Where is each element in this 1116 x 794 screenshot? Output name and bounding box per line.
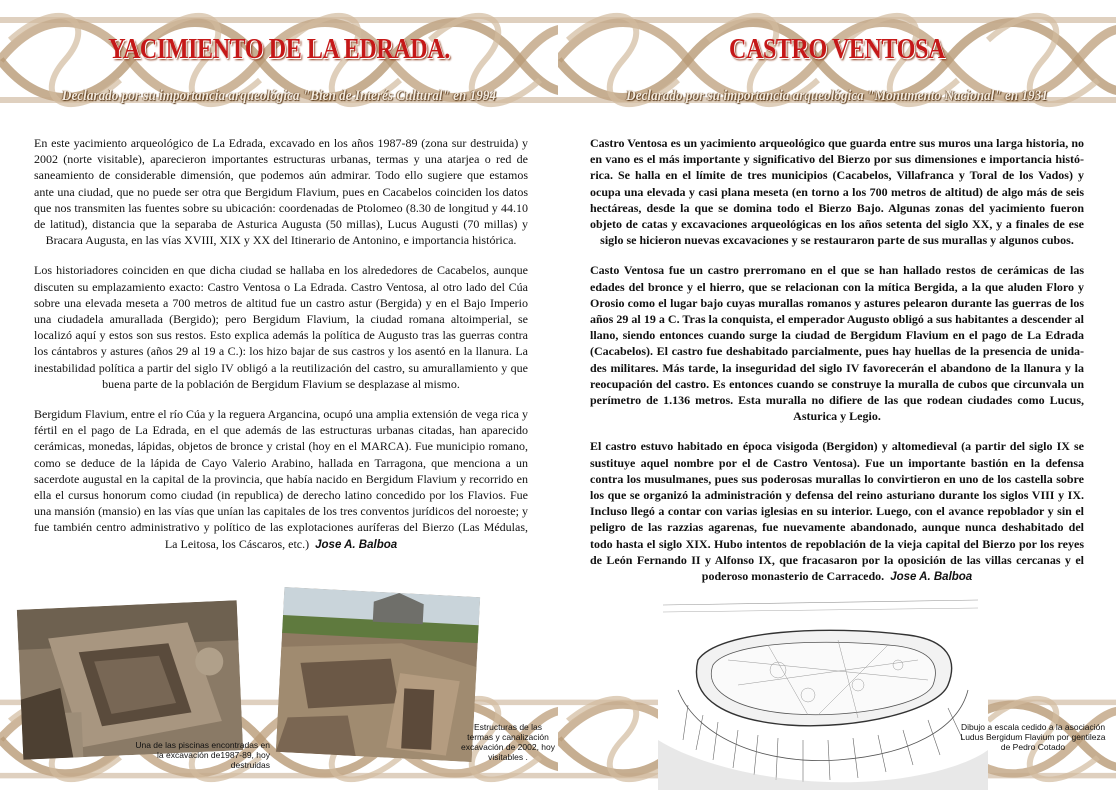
author-signature: Jose A. Balboa: [315, 538, 398, 551]
drawing-caption: Dibujo a escala cedido a la asociación Ludus Bergidum Flavium por gentileza de Pedro Cotado: [960, 722, 1106, 752]
right-page: [558, 0, 1116, 794]
paragraph: [590, 438, 1084, 585]
photo-caption: Una de las piscinas encontradas en la excavación de1987-89, hoy destruidas: [135, 740, 270, 770]
castro-ventosa-drawing: [658, 590, 988, 790]
paragraph: Castro Ventosa es un yacimiento arqueológico que guarda entre sus muros una larga historia, no en vano es el más importante y significativo del Bierzo por sus dimensiones e importancia histó-rica. Se halla en el límite de tres municipios (Cacabelos, Villafranca y Toral de los Vados) y ocupa una elevada y casi plana meseta (en torno a los 700 metros de altitud) de algo más de seis hectáreas, desde la que se domina todo el Bierzo Bajo. Algunas zonas del yacimiento fueron objeto de catas y excavaciones arqueológicas en los años setenta del siglo XX, y a finales de ese siglo se hicieron nuevas excavaciones y se restauraron parte de sus murallas y algunos cubos.: [590, 136, 1084, 248]
page-title: YACIMIENTO DE LA EDRADA.: [108, 34, 450, 65]
page-subtitle: Declarado por su importancia arqueológica "Monumento Nacional" en 1931: [626, 88, 1048, 104]
paragraph-text: Bergidum Flavium, entre el río Cúa y la reguera Argancina, ocupó una amplia extensión de vega rica y fértil en el pago de La Edrada, en el que además de las estructuras urbanas citadas, han aparecido cerámicas, monedas, lápidas, objetos de bronce y cristal (hoy en el MARCA). Fue municipio romano, como se deduce de la lápida de Cayo Valerio Arabino, hallada en Tarragona, que menciona a un sacerdote augustal en la capital de la provincia, que había nacido en Bergidum Flavium y recorrido en ella el cursus honorum como ciudad (in republica) de derecho latino concedido por los Flavios. Fue una mansión (mansio) en las vías que unían las capitales de los tres conventos jurídicos del noroeste; y fue también centro administrativo y político de las explotaciones auríferas del Bierzo (Las Médulas, La Leitosa, los Cáscaros, etc.): [34, 407, 528, 551]
photo-caption: Estructuras de las termas y canalización excavación de 2002, hoy visitables .: [460, 722, 556, 762]
paragraph: Casto Ventosa fue un castro prerromano en el que se han hallado restos de cerámicas de las edades del bronce y el hierro, que se relacionan con la mítica Bergida, a la que aluden Floro y Orosio como el lugar bajo cuyas murallas romanos y astures pelearon durante las guerras de los años 29 al 19 a C. Tras la conquista, el emperador Augusto obligó a sus habitantes a descender al llano, siendo entonces cuando surge la ciudad de Bergidum Flavium en el pago de La Edrada (Cacabelos). El castro fue deshabitado parcialmente, pues hay huellas de la presencia de unida-des militares. Más tarde, la inseguridad del siglo IV favorecerán el abandono de la llanura y la reocupación del castro. Es entonces cuando se construye la muralla de cubos que circunvala un perímetro de 1.136 metros. Esta muralla no difiere de las que rodean ciudades como Lucus, Asturica y Legio.: [590, 263, 1084, 424]
article-body: [590, 135, 1084, 599]
author-signature: Jose A. Balboa: [890, 571, 973, 584]
paragraph: Los historiadores coinciden en que dicha ciudad se hallaba en los alrededores de Cacabelos, aunque discuten su emplazamiento exacto: Castro Ventosa o La Edrada. Castro Ventosa, al otro lado del Cúa sobre una elevada meseta a 700 metros de altitud fue un castro astur (Bergida) y en el Bajo Imperio una ciudadela amurallada (Bergido); pero Bergidum Flavium, la ciudad romana altoimperial, se localizó aquí y estos son sus restos. Esto explica además la política de Augusto tras las guerras contra los cántabros y astures (años 29 al 19 a C.): los hizo bajar de sus castros y los asentó en la llanura. La inestabilidad política a partir del siglo IV obligó a la reutilización del castro, su amurallamiento y que buena parte de la población de Bergidum Flavium se desplazase al mismo.: [34, 263, 528, 391]
paragraph: En este yacimiento arqueológico de La Edrada, excavado en los años 1987-89 (zona sur destruida) y 2002 (norte visitable), aparecieron importantes estructuras urbanas, termas y una atarjea o red de saneamiento de considerable dimensión, que podemos aún admirar. Todo ello sugiere que estamos ante una ciudad, que no puede ser otra que Bergidum Flavium, pues en Cacabelos coinciden los datos que nos transmiten las fuentes sobre su ubicación: coordenadas de Ptolomeo (8.30 de longitud y 44.10 de latitud), distancia que la separaba de Asturica Augusta (50 millas), Lucus Augusti (70 millas) y Bracara Augusta, en las vías XVIII, XIX y XX del Itinerario de Antonino, e importancia histórica.: [34, 136, 528, 248]
excavation-photo-pool: [17, 600, 243, 759]
page-title: CASTRO VENTOSA: [729, 34, 945, 65]
excavation-photo-baths: [276, 587, 480, 762]
paragraph-text: El castro estuvo habitado en época visigoda (Bergidon) y altomedieval (a partir del siglo IX se sustituye aquel nombre por el de Castro Ventosa). Fue un importante bastión en la defensa contra los musulmanes, pues sus poderosas murallas lo convirtieron en uno de los castella sobre los que se organizó la administración y defensa del reino asturiano durante los siglos VIII y IX. Incluso llegó a contar con varias iglesias en su interior. Luego, con el avance repoblador y sin el peligro de las razzias agarenas, fue nuevamente abandonado, aunque nunca deshabitado del todo hasta el siglo XIX. Hubo intentos de repoblación de la vieja capital del Bierzo por los reyes de León Fernando II y Alfonso IX, que fracasaron por la oposición de las villas cercanas y el poderoso monasterio de Carracedo.: [590, 439, 1084, 584]
paragraph: [34, 406, 528, 553]
page-subtitle: Declarado por su importancia arqueológica "Bien de Interés Cultural" en 1994: [61, 88, 497, 104]
article-body: [34, 135, 528, 567]
